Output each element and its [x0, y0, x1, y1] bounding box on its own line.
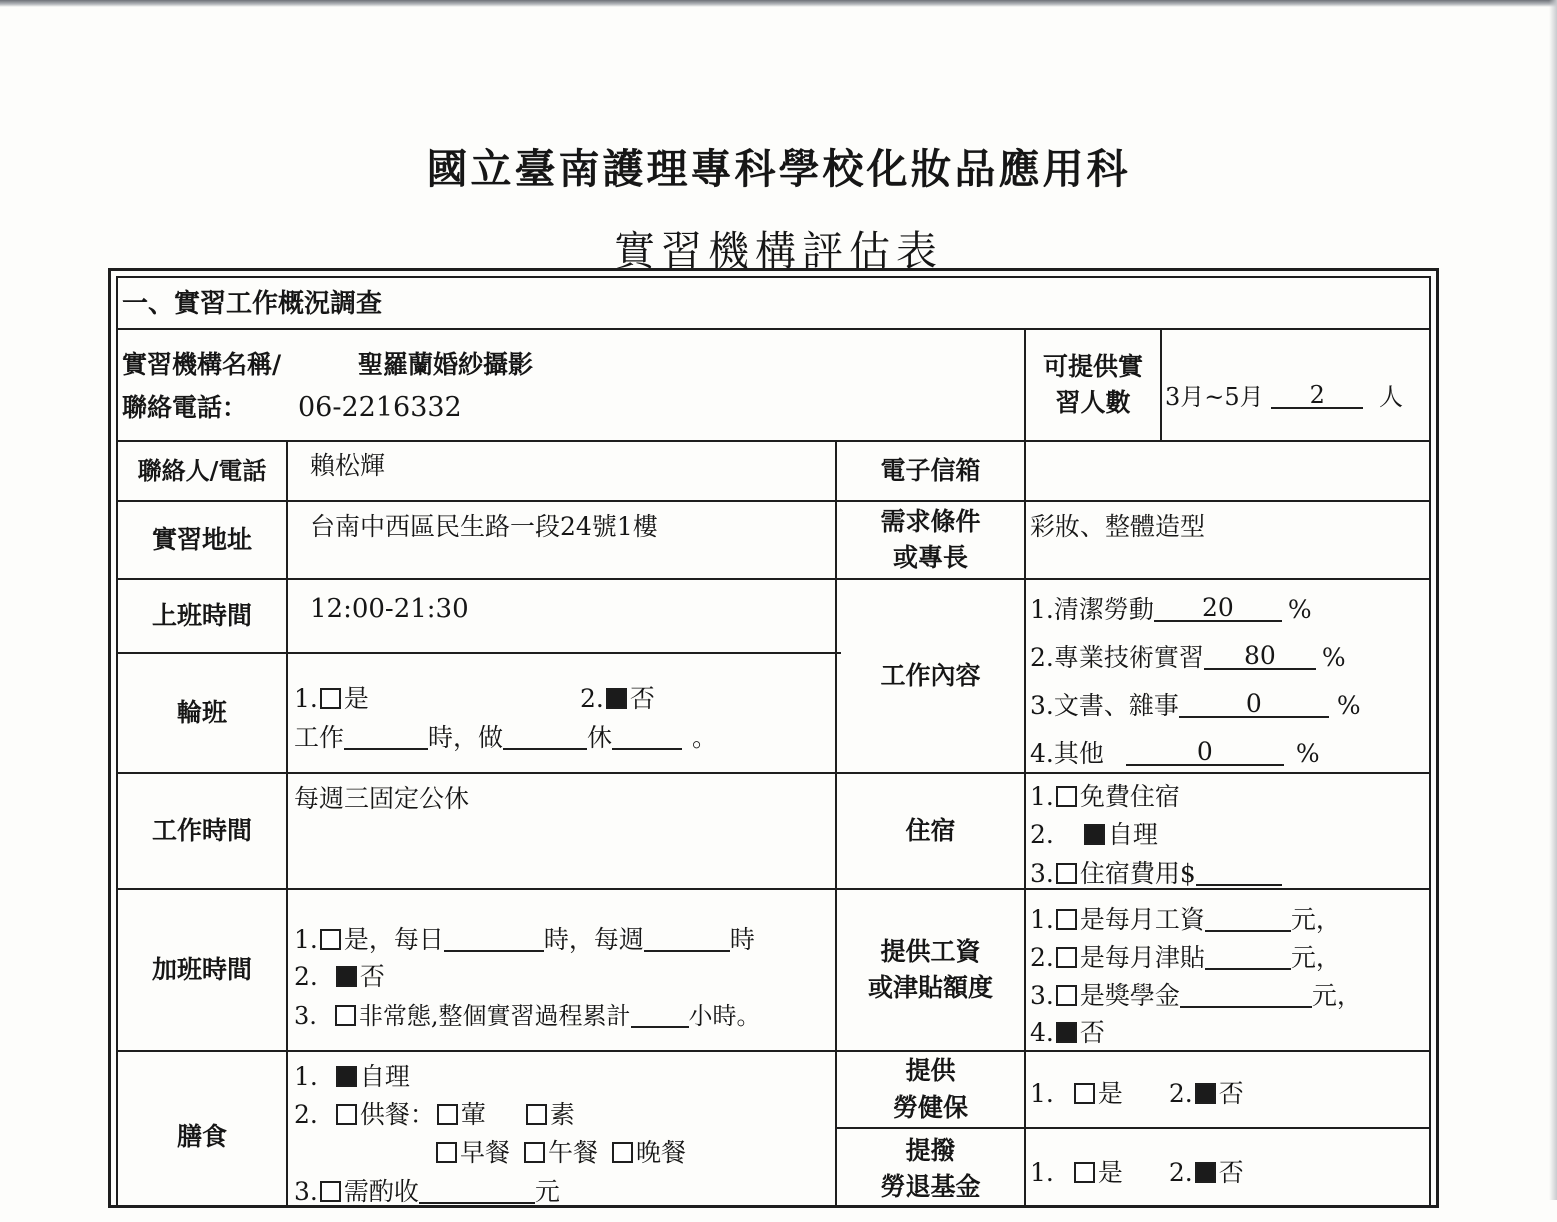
- form-grid: [116, 276, 1431, 1205]
- shift-no-checkbox[interactable]: [606, 688, 627, 709]
- meals-self-checkbox[interactable]: [336, 1066, 357, 1087]
- pension-no-checkbox[interactable]: [1195, 1162, 1216, 1183]
- overtime-line-3: 3. 非常態,整個實習過程累計 小時。: [294, 1002, 761, 1030]
- requirements-value: 彩妝、整體造型: [1030, 512, 1206, 541]
- work-time-value: 每週三固定公休: [294, 784, 470, 813]
- work-content-item-2: 2.專業技術實習 80 %: [1030, 641, 1346, 672]
- meals-line-2b: 早餐 午餐 晚餐: [434, 1140, 686, 1165]
- section-title: 一、實習工作概況調查: [122, 289, 383, 319]
- shift-pattern: 工作 時，做 休 。: [294, 723, 718, 752]
- capacity-value: 3月~5月 2 人: [1165, 381, 1403, 411]
- capacity-label: 可提供實 習人數: [1042, 351, 1143, 417]
- wage-no-checkbox[interactable]: [1056, 1022, 1077, 1043]
- pension-yes-checkbox[interactable]: [1074, 1162, 1095, 1183]
- lodging-item-1: 1. 免費住宿: [1030, 782, 1180, 811]
- org-phone: 06-2216332: [298, 392, 462, 423]
- monthly-allowance-checkbox[interactable]: [1056, 947, 1077, 968]
- lodging-item-3: 3. 住宿費用$: [1030, 860, 1282, 886]
- wage-label: 提供工資 或津貼額度: [867, 936, 993, 1002]
- work-content-label: 工作內容: [880, 660, 981, 690]
- work-content-item-3: 3.文書、雜事 0 %: [1030, 689, 1361, 720]
- wage-item-1: 1. 是每月工資 元，: [1030, 905, 1341, 934]
- insurance-label: 提供 勞健保: [892, 1056, 968, 1122]
- overtime-line-1: 1. 是，每日 時，每週 時: [294, 925, 755, 954]
- meals-line-2: 2. 供餐： 葷 素: [294, 1100, 575, 1129]
- work-content-item-1: 1.清潔勞動 20 %: [1030, 593, 1312, 624]
- meals-label: 膳食: [176, 1121, 227, 1151]
- capacity-count: 2: [1271, 383, 1363, 409]
- meals-fee-checkbox[interactable]: [320, 1181, 341, 1202]
- meals-line-3: 3. 需酌收 元: [294, 1177, 560, 1206]
- form-title: 實習機構評估表: [614, 227, 943, 275]
- hours-value: 12:00-21:30: [310, 594, 469, 624]
- org-name-label: 實習機構名稱/: [122, 350, 282, 379]
- work-time-label: 工作時間: [151, 815, 252, 845]
- lunch-checkbox[interactable]: [524, 1142, 545, 1163]
- shift-yes-checkbox[interactable]: [320, 688, 341, 709]
- overtime-yes-checkbox[interactable]: [320, 929, 341, 950]
- meals-line-1: 1. 自理: [294, 1062, 410, 1091]
- self-lodging-checkbox[interactable]: [1084, 824, 1105, 845]
- org-name: 聖羅蘭婚紗攝影: [358, 350, 534, 379]
- shift-option-no: 2. 否: [580, 684, 655, 713]
- lodging-label: 住宿: [905, 815, 956, 845]
- hours-label: 上班時間: [151, 600, 252, 630]
- vegetarian-checkbox[interactable]: [526, 1104, 547, 1125]
- requirements-label: 需求條件 或專長: [880, 506, 981, 572]
- school-title: 國立臺南護理專科學校化妝品應用科: [426, 145, 1131, 193]
- lodging-item-2: 2. 自理: [1030, 820, 1158, 849]
- wage-item-3: 3. 是獎學金 元，: [1030, 981, 1362, 1010]
- scholarship-checkbox[interactable]: [1056, 985, 1077, 1006]
- shift-option-yes: 1. 是: [294, 684, 369, 713]
- overtime-no-checkbox[interactable]: [336, 966, 357, 987]
- pension-label: 提撥 勞退基金: [880, 1135, 981, 1201]
- monthly-wage-checkbox[interactable]: [1056, 909, 1077, 930]
- lodging-fee-checkbox[interactable]: [1056, 863, 1077, 884]
- scan-top-edge: [0, 0, 1557, 7]
- dinner-checkbox[interactable]: [612, 1142, 633, 1163]
- wage-item-2: 2. 是每月津貼 元，: [1030, 943, 1341, 972]
- org-phone-label: 聯絡電話：: [122, 393, 248, 422]
- contact-value: 賴松輝: [310, 451, 386, 480]
- meals-provided-checkbox[interactable]: [336, 1104, 357, 1125]
- overtime-label: 加班時間: [151, 954, 252, 984]
- insurance-no-checkbox[interactable]: [1195, 1083, 1216, 1104]
- contact-label: 聯絡人/電話: [137, 455, 267, 485]
- insurance-options: 1. 是 2. 否: [1030, 1079, 1244, 1108]
- overtime-line-2: 2. 否: [294, 962, 385, 991]
- evaluation-form-table: [108, 268, 1439, 1208]
- work-content-item-4: 4.其他 0 %: [1030, 737, 1320, 768]
- email-label: 電子信箱: [880, 455, 981, 485]
- meat-checkbox[interactable]: [437, 1104, 458, 1125]
- free-lodging-checkbox[interactable]: [1056, 786, 1077, 807]
- pension-options: 1. 是 2. 否: [1030, 1158, 1244, 1187]
- address-label: 實習地址: [151, 524, 252, 554]
- insurance-yes-checkbox[interactable]: [1074, 1083, 1095, 1104]
- wage-item-4: 4. 否: [1030, 1018, 1105, 1047]
- overtime-irregular-checkbox[interactable]: [335, 1005, 356, 1026]
- breakfast-checkbox[interactable]: [436, 1142, 457, 1163]
- address-value: 台南中西區民生路一段24號1樓: [310, 512, 658, 541]
- shift-label: 輪班: [176, 697, 227, 727]
